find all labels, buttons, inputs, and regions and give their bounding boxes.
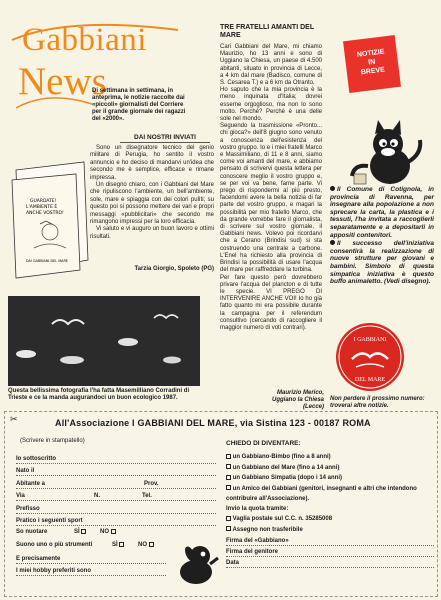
parent-signature-field[interactable]: Firma del genitore <box>226 546 434 557</box>
badge-line: IN <box>367 58 376 67</box>
brief-news-item: Il successo dell'iniziativa consentirà la realizzazione di nuove strutture per giovani e bambini. Simbolo di questa simpatica iniziativa è questo buffo animaletto. (Vedi disegno). <box>330 240 434 286</box>
left-article-signature: Tarzia Giorgio, Spoleto (PG) <box>134 266 214 272</box>
signature-name: Maurizio Merico, <box>276 390 324 396</box>
middle-article-paragraph: Seguendo la trasmissione «Pronto... chi gioca?» dell'8 giugno sono venuto a conoscenza dell'esistenza del vostro gruppo. Io e i miei fratelli Marco e Massimiliano, di 11 e 8 anni, siamo come voi amanti del mare, e abbiamo pensato di scrivervi questa lettera per conoscere meglio il vostro gruppo e, se per voi va bene, farne parte. Vi prego di rispondermi al più presto, facendomi avere la bella notizia di far parte del vostro gruppo, e magari la possibilità per mio fratello Marco, che da grande vorrebbe fare il giornalista, di scrivere sul vostro giornale, il Gabbiani news. Volevo poi ricordarvi che a Cerano (Brindisi sud) si sta costruendo una centrale a carbone. L'Enel ha richiesto alla provincia di Brindisi la possibilità di usare l'acqua del mare per raffreddare la turbina. <box>220 123 322 274</box>
payment-row[interactable]: Vaglia postale sul C.C. n. 35285008 <box>226 514 434 525</box>
checkbox-icon[interactable] <box>149 542 154 547</box>
drawing-text-4: DAI GABBIANI DEL MARE <box>26 259 68 263</box>
badge-line: BREVE <box>360 66 386 77</box>
seagull-birds-icon <box>8 296 200 386</box>
payment-row[interactable]: Assegno non trasferibile <box>226 525 434 536</box>
swim-checkbox-row[interactable]: So nuotare SÌ NO <box>16 529 216 539</box>
option-row[interactable]: un Gabbiano-Bimbo (fino a 8 anni) <box>226 452 434 463</box>
coupon-hint: (Scrivere in stampatello) <box>20 438 85 444</box>
checkbox-icon[interactable] <box>226 526 231 531</box>
membership-heading: CHIEDO DI DIVENTARE: <box>226 440 301 447</box>
sports-field[interactable]: Pratico i seguenti sport <box>16 515 216 527</box>
swim-no[interactable]: NO <box>100 529 116 535</box>
drawing-text-3: ANCHE VOSTRO! <box>26 211 64 216</box>
left-article-body <box>90 145 214 241</box>
date-field[interactable]: Data <box>226 557 434 568</box>
middle-article-paragraph: Cari Gabbiani del Mare, mi chiamo Maurizio, ho 13 anni e sono di Uggiano la Chiesa, un paese di 4.500 abitanti, situato in provincia di Lecce, a 4 km dal mare (Badisco, comune di S. Cesarea T.) e a 6 km da Otranto. <box>220 44 322 87</box>
bullet-icon <box>330 186 335 191</box>
instrument-no[interactable]: NO <box>138 542 154 548</box>
city-field[interactable]: Abitante a Prov. <box>16 477 216 489</box>
notizie-in-breve-badge <box>343 35 401 93</box>
name-field[interactable]: Io sottoscritto <box>16 452 216 464</box>
hobbies-field[interactable]: I miei hobby preferiti sono <box>16 565 166 577</box>
seagulls-photo <box>8 296 200 386</box>
left-article-paragraph: Vi saluto e vi auguro un buon lavoro e ottimi risultati. <box>90 226 214 240</box>
badge-line: NOTIZIE <box>356 48 385 59</box>
middle-article-paragraph: Per fare questo però dovrebbero privare l'acqua del plancton e di tutte le specie. VI PREGO DI INTERVENIRE ANCHE VOI! Io ho già fatto quanto mi era possibile durante la campagna per il referendum consultivo (cercando di raccogliere il maggior numero di voti contrari). <box>220 274 322 331</box>
checkbox-icon[interactable] <box>226 464 231 469</box>
middle-article-paragraph: Ho saputo che la mia provincia è la meno inquinata d'Italia; dovrei esserne orgoglioso, ma non lo sono molto. Perché? Perché è una delle sole nel mondo. <box>220 87 322 123</box>
instrument-checkbox-row[interactable]: Suono uno o più strumenti SÌ NO <box>16 542 216 552</box>
emblem-note: Non perdere il prossimo numero: troverai altre notizie. <box>330 396 425 409</box>
swim-yes[interactable]: SÌ <box>74 529 86 535</box>
logo-news: News <box>18 60 107 103</box>
middle-article-body <box>220 44 322 332</box>
signature-field[interactable]: Firma del «Gabbiano» <box>226 535 434 546</box>
option-row[interactable]: un Amico dei Gabbiani (genitori, insegnanti e altri che intendono contribuire all'Associazione). <box>226 485 417 502</box>
coupon-title: All'Associazione I GABBIANI DEL MARE, via Sistina 123 - 00187 ROMA <box>55 418 371 428</box>
left-article-title: DAI NOSTRI INVIATI <box>120 134 210 143</box>
emblem-text-bottom: DEL MARE <box>354 377 386 383</box>
payment-heading: Invio la quota tramite: <box>226 505 289 512</box>
drawing-text-2: L'AMBIENTE È <box>26 205 58 210</box>
option-row[interactable]: un Gabbiano Simpatia (dopo i 14 anni) <box>226 473 434 484</box>
checkbox-icon[interactable] <box>226 485 231 490</box>
checkbox-icon[interactable] <box>226 516 231 521</box>
checkbox-icon[interactable] <box>111 529 116 534</box>
coupon-membership-options <box>226 440 434 568</box>
birthdate-field[interactable]: Nato il <box>16 465 216 477</box>
middle-article-title: TRE FRATELLI AMANTI DEL MARE <box>220 24 314 39</box>
signature-place: Uggiano la Chiesa (Lecce) <box>271 397 324 410</box>
instrument-detail-field[interactable]: E precisamente <box>16 552 166 564</box>
checkbox-icon[interactable] <box>119 542 124 547</box>
scissors-icon: ✂ <box>10 414 18 424</box>
ecology-drawing-illustration <box>10 160 90 280</box>
emblem-text-top: I GABBIANI <box>353 337 387 343</box>
middle-article-signature <box>258 390 324 411</box>
photo-caption: Questa bellissima fotografia l'ha fatta Masemilliano Corradini di Trieste e ce la manda augurandoci un buon ecologico 1987. <box>8 388 190 401</box>
option-row[interactable]: un Gabbiano del Mare (fino a 14 anni) <box>226 463 434 474</box>
checkbox-icon[interactable] <box>226 454 231 459</box>
intro-text: Di settimana in settimana, in anteprima, le notizie raccolte dai «piccoli» giornalisti del Corriere per il grande giornale dei ragazzi del «2000». <box>92 88 186 122</box>
checkbox-icon[interactable] <box>81 529 86 534</box>
logo-gabbiani: Gabbiani <box>22 22 147 58</box>
brief-news-item: Il Comune di Cotignola, in provincia di Ravenna, per insegnare alla popolazione a non sprecare la carta, la plastica e i tessuti, l'ha invitata a raccoglierli separatamente e a depositarli in appositi contenitori. <box>330 186 434 239</box>
dog-mascot-icon <box>170 540 222 588</box>
gabbiani-del-mare-emblem <box>336 323 404 391</box>
left-article-paragraph: Sono un disegnatore tecnico del genio militare di Perugia, ho sentito il vostro annuncio e ho deciso di mandarvi un'idea che secondo me è semplice, efficace e rimane impressa. <box>90 145 214 181</box>
prefix-field[interactable]: Prefisso <box>16 502 216 514</box>
bullet-icon <box>330 240 335 245</box>
left-article-paragraph: Un disegno chiaro, con i Gabbiani del Mare che ripuliscono l'ambiente, un bell'ambiente, sole, mare e spiaggia con dei colori pulìti; su questo poi si possono mettere dei vari e propri messaggi «pubblicitari» che secondo me rimangono impressi per la loro efficacia. <box>90 182 214 226</box>
instrument-yes[interactable]: SÌ <box>112 542 124 548</box>
checkbox-icon[interactable] <box>226 475 231 480</box>
brief-news <box>330 186 434 287</box>
drawing-text-1: GUARDATE! <box>30 199 57 204</box>
address-field[interactable]: Via N. Tel. <box>16 490 216 502</box>
cat-mascot-icon <box>348 118 426 192</box>
